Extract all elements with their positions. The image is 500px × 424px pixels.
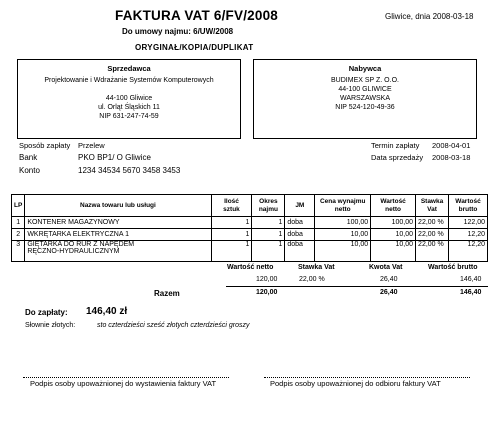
buyer-zip-city: 44-100 GLIWICE [338, 86, 392, 93]
col-lp: LP [12, 195, 25, 217]
buyer-heading: Nabywca [348, 64, 382, 73]
summary-gross: 146,40 [460, 276, 482, 283]
col-gross: Wartość brutto [449, 195, 488, 217]
summary-vat: 26,40 [380, 276, 398, 283]
signature-issuer: Podpis osoby upoważnionej do wystawienia faktury VAT [30, 379, 217, 388]
amount-due-label: Do zapłaty: [25, 308, 68, 317]
seller-zip-city: 44-100 Gliwice [105, 95, 153, 102]
bank-value: PKO BP1/ O Gliwice [78, 153, 151, 162]
items-table [11, 194, 488, 262]
invoice-title: FAKTURA VAT 6/FV/2008 [115, 8, 278, 23]
total-label: Razem [154, 289, 180, 298]
table-row: 2 WKRĘTARKA ELEKTRYCZNA 1 1 1 doba 10,00 10,00 22,00 % 12,20 [12, 229, 488, 241]
table-row: 3 GIĘTARKA DO RUR Z NAPĘDEM RĘCZNO-HYDRAULICZNYM 1 1 doba 10,00 10,00 22,00 % 12,20 [12, 241, 488, 262]
total-gross: 146,40 [460, 289, 482, 296]
amount-words-label: Słownie złotych: [25, 322, 76, 329]
account-label: Konto [19, 166, 40, 175]
due-date-value: 2008-04-01 [432, 141, 471, 150]
contract-number: Do umowy najmu: 6/UW/2008 [122, 27, 234, 36]
summary-gross-label: Wartość brutto [428, 264, 478, 271]
col-price: Cena wynajmu netto [315, 195, 371, 217]
summary-rate: 22,00 % [299, 276, 325, 283]
total-vat: 26,40 [380, 289, 398, 296]
account-value: 1234 34534 5670 3458 3453 [78, 166, 181, 175]
col-name: Nazwa towaru lub usługi [25, 195, 211, 217]
payment-method-value: Przelew [78, 141, 105, 150]
signature-line-right [264, 377, 470, 378]
summary-net: 120,00 [256, 276, 278, 283]
buyer-name: BUDIMEX SP Z. O.O. [331, 77, 399, 84]
col-qty: Ilość sztuk [211, 195, 252, 217]
amount-words: sto czterdzieści sześć złotych czterdzieści groszy [97, 322, 250, 329]
seller-box [17, 59, 241, 139]
seller-street: ul. Orląt Śląskich 11 [98, 104, 160, 111]
table-header-row [12, 195, 488, 217]
seller-heading: Sprzedawca [107, 64, 151, 73]
bank-label: Bank [19, 153, 38, 162]
summary-net-label: Wartość netto [227, 264, 274, 271]
signature-line-left [23, 377, 229, 378]
table-row: 1 KONTENER MAGAZYNOWY 1 1 doba 100,00 100,00 22,00 % 122,00 [12, 217, 488, 229]
seller-name: Projektowanie i Wdrażanie Systemów Komputerowych [44, 77, 214, 84]
amount-due-value: 146,40 zł [86, 306, 128, 317]
summary-vat-label: Kwota Vat [369, 264, 403, 271]
col-net: Wartość netto [371, 195, 416, 217]
summary-rate-label: Stawka Vat [298, 264, 335, 271]
buyer-box [253, 59, 477, 139]
seller-nip: NIP 631-247-74-59 [99, 113, 159, 120]
col-rate: Stawka Vat [416, 195, 449, 217]
summary-divider [226, 286, 488, 287]
buyer-street: WARSZAWSKA [339, 95, 391, 102]
col-unit: JM [285, 195, 315, 217]
payment-method-label: Sposób zapłaty [19, 141, 71, 150]
due-date-label: Termin zapłaty [371, 141, 420, 150]
total-net: 120,00 [256, 289, 278, 296]
sale-date-label: Data sprzedaży [371, 153, 424, 162]
copy-type: ORYGINAŁ/KOPIA/DUPLIKAT [135, 43, 254, 52]
signature-receiver: Podpis osoby upoważnionej do odbioru faktury VAT [270, 379, 441, 388]
place-date: Gliwice, dnia 2008-03-18 [385, 12, 474, 21]
buyer-nip: NIP 524-120-49-36 [335, 104, 395, 111]
col-period: Okres najmu [252, 195, 285, 217]
sale-date-value: 2008-03-18 [432, 153, 471, 162]
